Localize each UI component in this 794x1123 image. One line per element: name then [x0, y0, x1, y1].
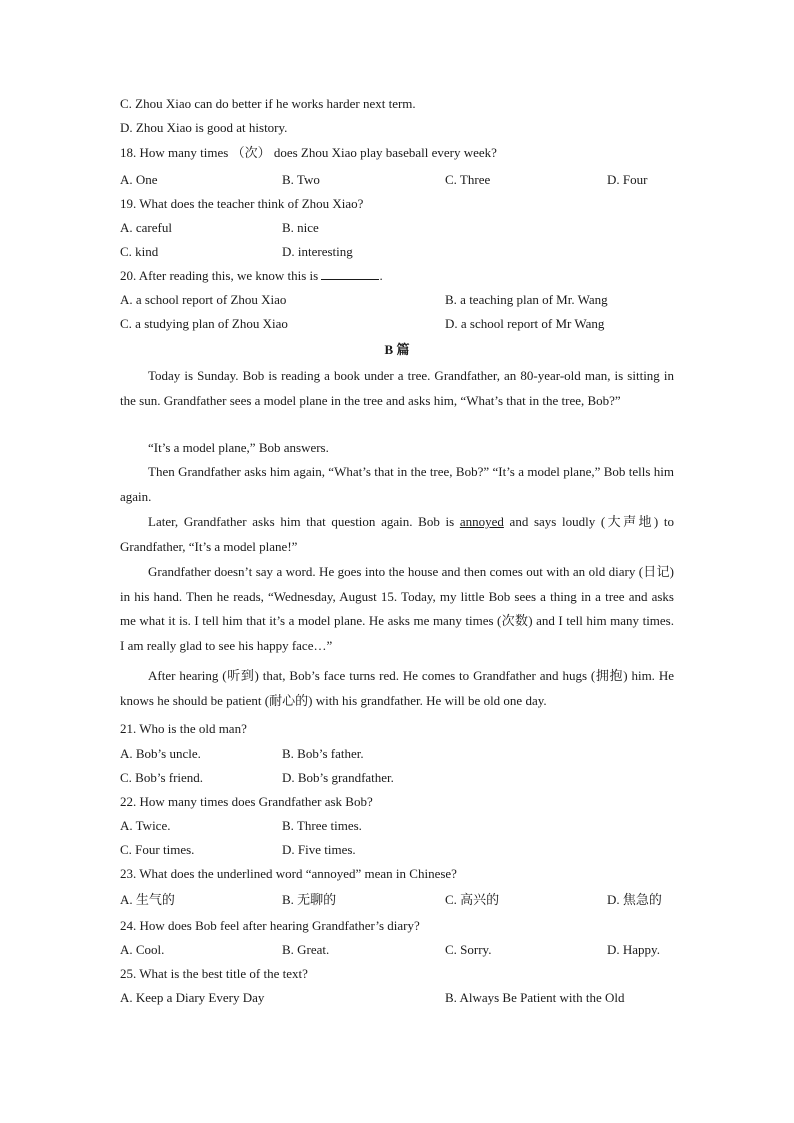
q18-question: 18. How many times （次） does Zhou Xiao play baseball every week?: [120, 145, 497, 160]
q21-options-row2: [120, 768, 680, 788]
q24-question: 24. How does Bob feel after hearing Grandfather’s diary?: [120, 918, 420, 933]
section-heading: B 篇: [384, 342, 410, 357]
q24-option-a: A. Cool.: [120, 942, 165, 957]
q24-option-c: C. Sorry.: [445, 942, 492, 957]
q17-option-c: C. Zhou Xiao can do better if he works harder next term.: [120, 96, 416, 111]
q17-option-d: D. Zhou Xiao is good at history.: [120, 120, 288, 135]
q18-option-b: B. Two: [282, 172, 320, 187]
q22-options-row2: [120, 840, 680, 860]
q23-option-c: C. 高兴的: [445, 892, 500, 907]
q20-question-text: 20. After reading this, we know this is: [120, 268, 319, 283]
q25-options: [120, 988, 680, 1008]
p4-text-end: and says loudly (大声地) to Grandfather, “It’s a model plane!”: [120, 514, 675, 554]
underlined-word: annoyed: [459, 514, 504, 529]
q25-question: 25. What is the best title of the text?: [120, 966, 308, 981]
q19-option-d: D. interesting: [282, 244, 353, 259]
q21-option-a: A. Bob’s uncle.: [120, 746, 201, 761]
q19-question: 19. What does the teacher think of Zhou Xiao?: [120, 196, 364, 211]
q20-question-end: .: [379, 268, 383, 283]
q20-option-c: C. a studying plan of Zhou Xiao: [120, 316, 288, 331]
q22-option-c: C. Four times.: [120, 842, 195, 857]
q23-option-d: D. 焦急的: [607, 892, 662, 907]
q24-option-b: B. Great.: [282, 942, 330, 957]
passage-paragraph-1: Today is Sunday. Bob is reading a book under a tree. Grandfather, an 80-year-old man, is sitting in the sun. Grandfather sees a model plane in the tree and asks him, “What’s that in the tree, Bob?”: [120, 368, 674, 408]
q22-option-d: D. Five times.: [282, 842, 356, 857]
q21-question: 21. Who is the old man?: [120, 721, 247, 736]
q20-option-a: A. a school report of Zhou Xiao: [120, 292, 287, 307]
q24-options: [120, 940, 680, 960]
q22-options-row1: [120, 816, 680, 836]
q23-option-b: B. 无聊的: [282, 892, 337, 907]
q18-option-a: A. One: [120, 172, 158, 187]
q20-option-b: B. a teaching plan of Mr. Wang: [445, 292, 608, 307]
q22-option-b: B. Three times.: [282, 818, 362, 833]
q18-option-d: D. Four: [607, 172, 648, 187]
q18-option-c: C. Three: [445, 172, 491, 187]
q25-option-b: B. Always Be Patient with the Old: [445, 990, 625, 1005]
q19-options-row2: [120, 242, 680, 262]
q20-options-row2: [120, 314, 680, 334]
q21-option-b: B. Bob’s father.: [282, 746, 364, 761]
q18-options: [120, 170, 680, 190]
q22-question: 22. How many times does Grandfather ask Bob?: [120, 794, 373, 809]
q24-option-d: D. Happy.: [607, 942, 660, 957]
q21-options-row1: [120, 744, 680, 764]
q21-option-d: D. Bob’s grandfather.: [282, 770, 394, 785]
q19-option-c: C. kind: [120, 244, 159, 259]
q22-option-a: A. Twice.: [120, 818, 171, 833]
q25-option-a: A. Keep a Diary Every Day: [120, 990, 265, 1005]
passage-paragraph-3: Then Grandfather asks him again, “What’s that in the tree, Bob?” “It’s a model plane,” Bob tells him again.: [120, 464, 674, 504]
passage-paragraph-2: “It’s a model plane,” Bob answers.: [148, 440, 329, 455]
q23-question: 23. What does the underlined word “annoyed” mean in Chinese?: [120, 866, 457, 881]
q20-option-d: D. a school report of Mr Wang: [445, 316, 605, 331]
q23-option-a: A. 生气的: [120, 892, 175, 907]
passage-paragraph-4: [120, 510, 674, 559]
q20-options-row1: [120, 290, 680, 310]
q20-question: [120, 266, 680, 286]
q19-options-row1: [120, 218, 680, 238]
passage-paragraph-5: Grandfather doesn’t say a word. He goes into the house and then comes out with an old diary (日记) in his hand. Then he reads, “Wednesday, August 15. Today, my little Bob sees a thing in a tree and asks me what it is. I tell him that it’s a model plane. He asks me many times (次数) and I tell him many times. I am really glad to see his happy face…”: [120, 564, 674, 653]
q19-option-b: B. nice: [282, 220, 319, 235]
q21-option-c: C. Bob’s friend.: [120, 770, 204, 785]
p4-text-start: Later, Grandfather asks him that question again. Bob is: [148, 514, 455, 529]
q19-option-a: A. careful: [120, 220, 172, 235]
passage-paragraph-6: After hearing (听到) that, Bob’s face turns red. He comes to Grandfather and hugs (拥抱) him. He knows he should be patient (耐心的) with his grandfather. He will be old one day.: [120, 668, 674, 708]
answer-blank: [321, 267, 379, 280]
q23-options: [120, 890, 680, 910]
